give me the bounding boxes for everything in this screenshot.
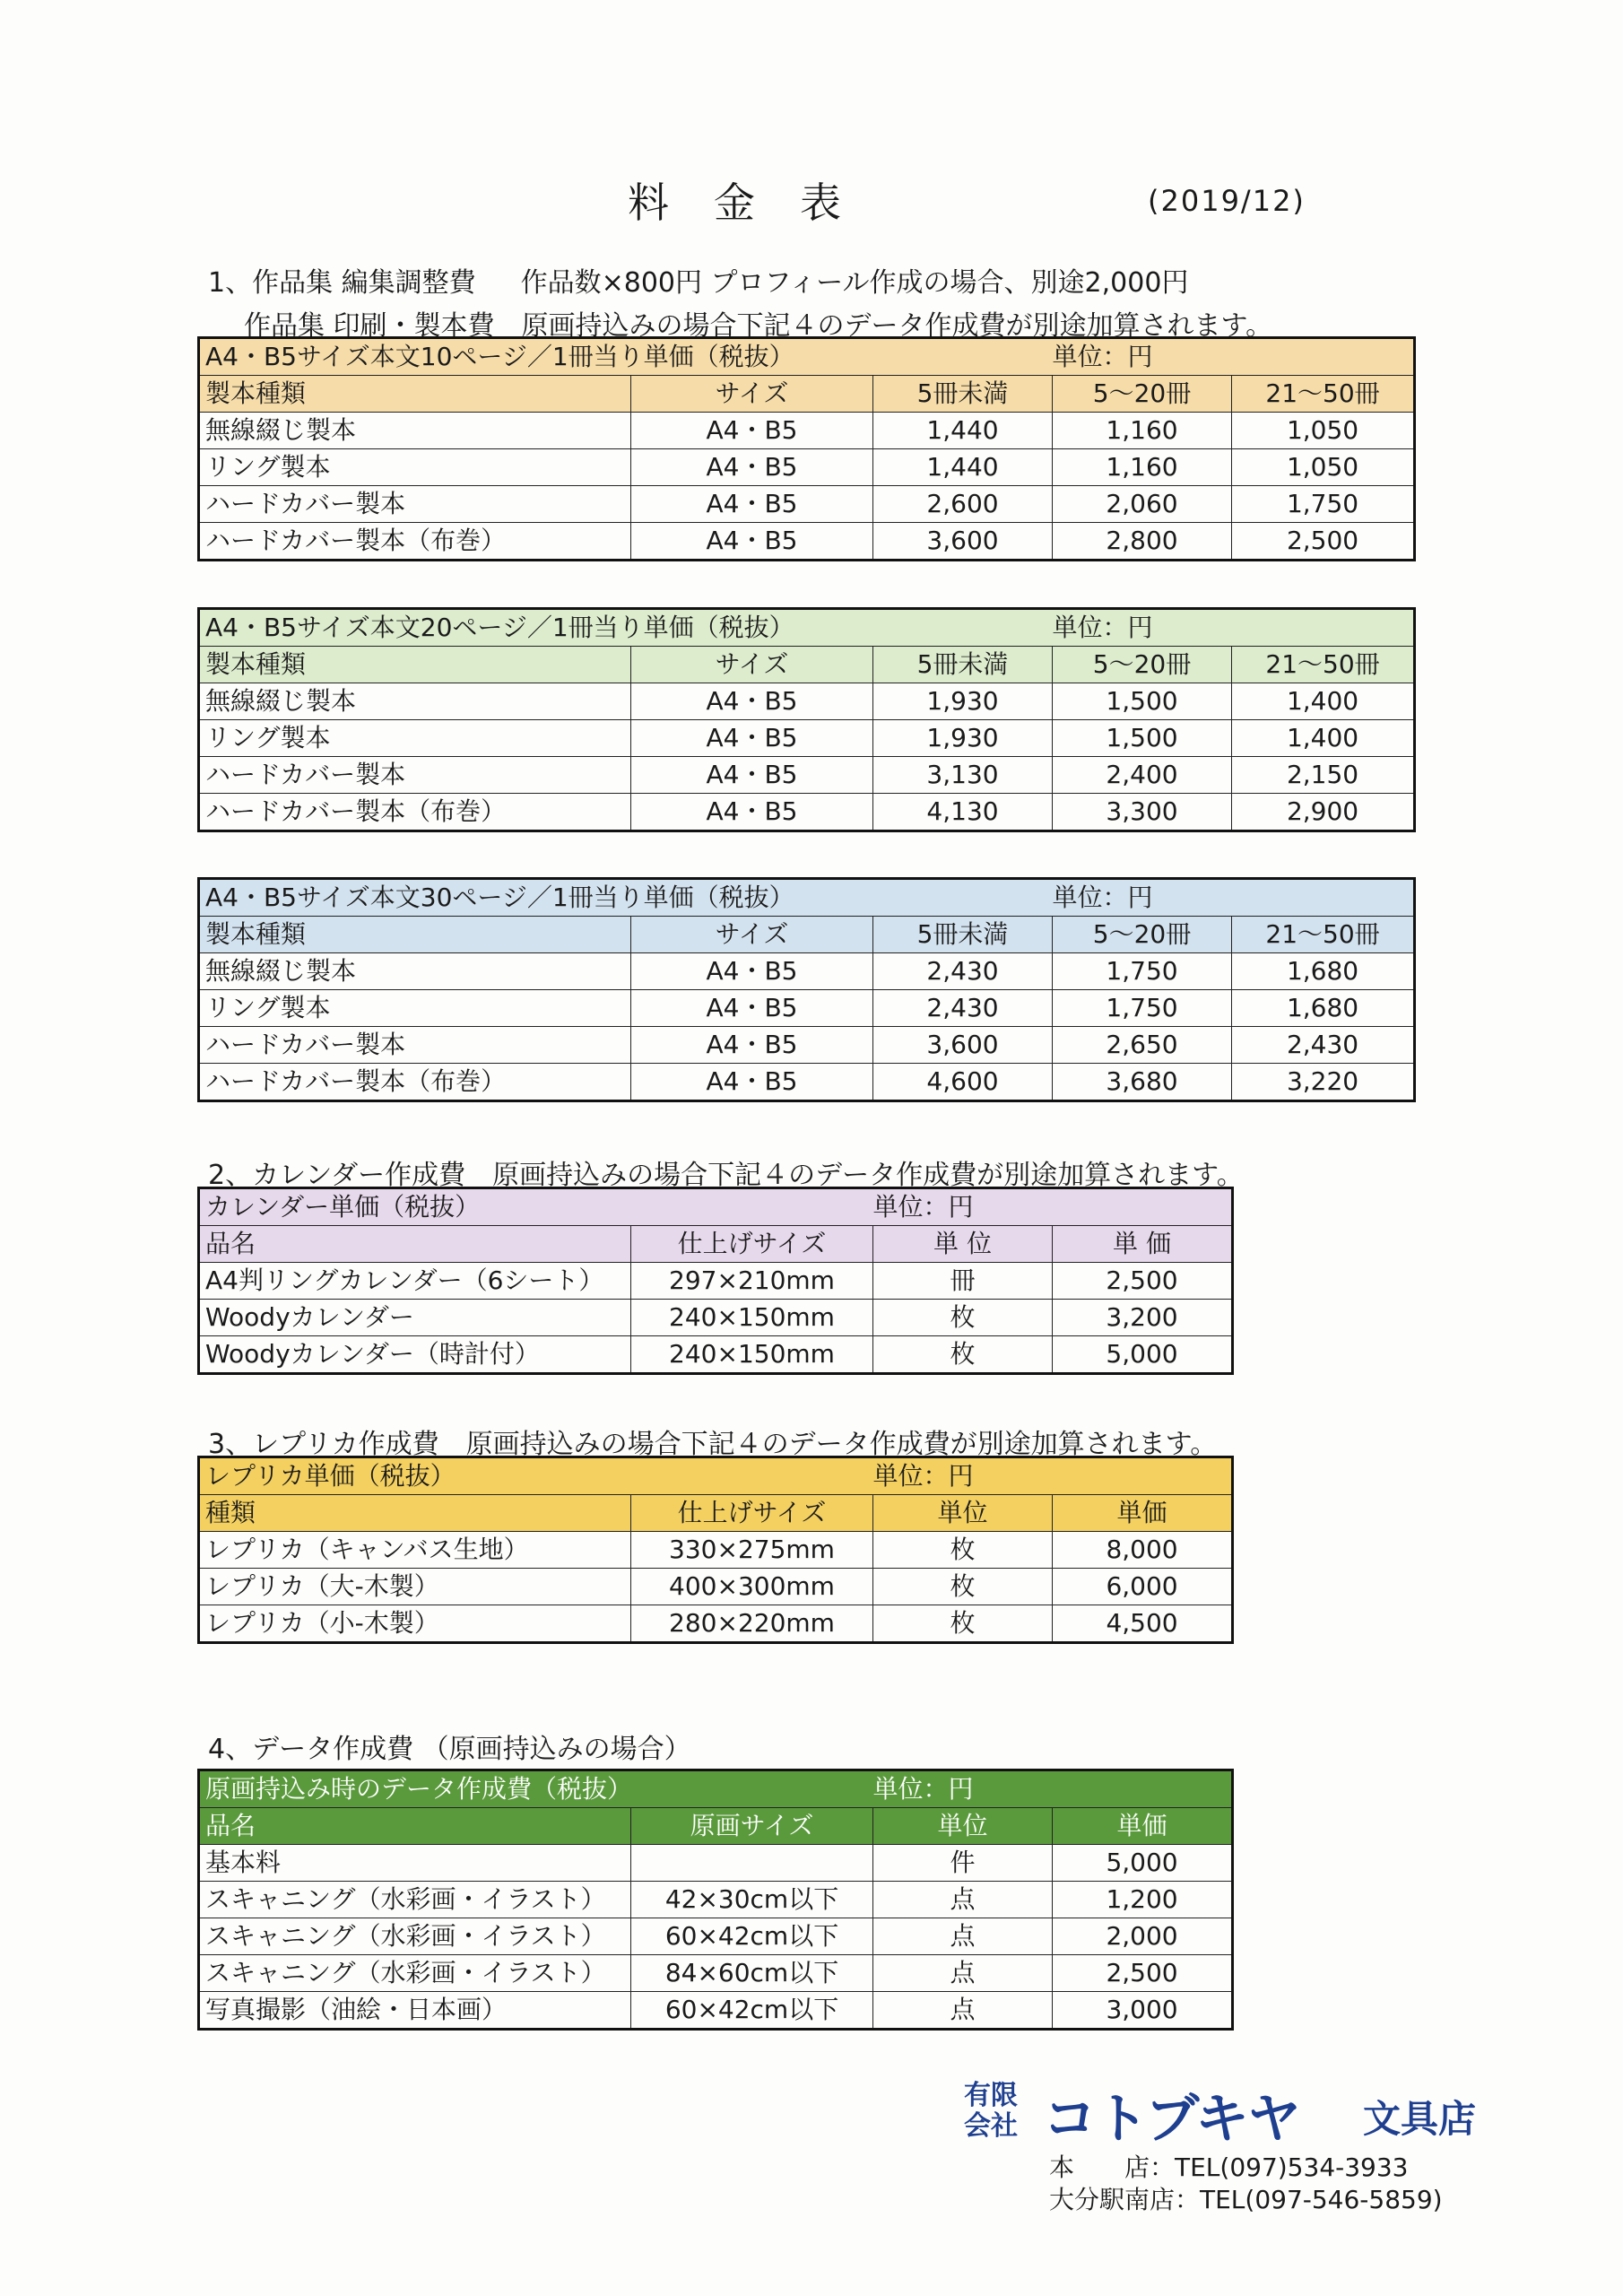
table-cell: A4・B5 <box>631 523 873 561</box>
column-header: 仕上げサイズ <box>631 1226 873 1263</box>
column-header: 5冊未満 <box>873 647 1053 683</box>
table-cell: 1,160 <box>1053 449 1232 486</box>
company-logo: コトブキヤ <box>1043 2088 1299 2151</box>
company-type: 有限会社 <box>964 2080 1018 2142</box>
table-cell: レプリカ（キャンバス生地） <box>199 1532 631 1569</box>
table-cell: A4・B5 <box>631 683 873 720</box>
table-cell: 1,930 <box>873 720 1053 757</box>
table-unit: 単位：円 <box>873 1770 1233 1808</box>
table-title: A4・B5サイズ本文20ページ／1冊当り単価（税抜） <box>199 609 1053 647</box>
table-cell: ハードカバー製本（布巻） <box>199 523 631 561</box>
column-header: 製本種類 <box>199 376 631 413</box>
data-creation-price-table <box>197 1769 1234 2031</box>
table-cell: 2,150 <box>1232 757 1415 794</box>
table-cell: 基本料 <box>199 1845 631 1882</box>
table-cell: 冊 <box>873 1263 1053 1300</box>
table-title: レプリカ単価（税抜） <box>199 1457 873 1495</box>
section2-note: 原画持込みの場合下記４のデータ作成費が別途加算されます。 <box>492 1160 1244 1191</box>
table-cell: 無線綴じ製本 <box>199 953 631 990</box>
table-row <box>199 1605 1233 1643</box>
section1-heading-line <box>208 260 1188 300</box>
table-cell: 2,500 <box>1232 523 1415 561</box>
table-cell: 2,430 <box>873 990 1053 1027</box>
column-header: 5～20冊 <box>1053 376 1232 413</box>
column-header: 5～20冊 <box>1053 647 1232 683</box>
page-title: 料金表 <box>628 178 886 227</box>
table-cell: 枚 <box>873 1336 1053 1374</box>
table-cell: 1,400 <box>1232 720 1415 757</box>
table-cell: リング製本 <box>199 720 631 757</box>
main-store-phone: 本 店：TEL(097)534-3933 <box>1049 2152 1409 2182</box>
table-cell: 330×275mm <box>631 1532 873 1569</box>
table-cell: 1,400 <box>1232 683 1415 720</box>
table-cell: 42×30cm以下 <box>631 1882 873 1918</box>
table-row <box>199 794 1415 831</box>
table-cell: 1,680 <box>1232 990 1415 1027</box>
table-cell: A4・B5 <box>631 1027 873 1064</box>
table-cell: 400×300mm <box>631 1569 873 1605</box>
table-cell: 2,000 <box>1053 1918 1233 1955</box>
table-title: A4・B5サイズ本文30ページ／1冊当り単価（税抜） <box>199 879 1053 917</box>
table-cell: 8,000 <box>1053 1532 1233 1569</box>
column-header: 5冊未満 <box>873 376 1053 413</box>
column-header: 品名 <box>199 1226 631 1263</box>
table-cell: リング製本 <box>199 990 631 1027</box>
table-row <box>199 1300 1233 1336</box>
table-cell: ハードカバー製本 <box>199 486 631 523</box>
table-row <box>199 1532 1233 1569</box>
table-cell: スキャニング（水彩画・イラスト） <box>199 1882 631 1918</box>
table-cell: 4,500 <box>1053 1605 1233 1643</box>
replica-price-table <box>197 1456 1234 1644</box>
table-cell: 無線綴じ製本 <box>199 683 631 720</box>
table-row <box>199 757 1415 794</box>
table-cell: 1,160 <box>1053 413 1232 449</box>
column-header: 仕上げサイズ <box>631 1495 873 1532</box>
table-cell: 3,300 <box>1053 794 1232 831</box>
table-row <box>199 1992 1233 2030</box>
section3-note: 原画持込みの場合下記４のデータ作成費が別途加算されます。 <box>465 1429 1218 1460</box>
table-cell: 60×42cm以下 <box>631 1918 873 1955</box>
table-cell: 2,500 <box>1053 1955 1233 1992</box>
column-header: 単位 <box>873 1495 1053 1532</box>
section4-heading-line <box>208 1726 691 1766</box>
section3-heading: 3、レプリカ作成費 <box>208 1429 439 1460</box>
column-header: 品名 <box>199 1808 631 1845</box>
table-cell: A4・B5 <box>631 757 873 794</box>
column-header: サイズ <box>631 917 873 953</box>
table-cell: ハードカバー製本（布巻） <box>199 794 631 831</box>
table-row <box>199 720 1415 757</box>
table-cell: 4,600 <box>873 1064 1053 1101</box>
table-row <box>199 1845 1233 1882</box>
station-store-phone: 大分駅南店：TEL(097-546-5859) <box>1049 2185 1443 2214</box>
table-cell: 3,200 <box>1053 1300 1233 1336</box>
table-cell: A4・B5 <box>631 953 873 990</box>
table-cell: 240×150mm <box>631 1300 873 1336</box>
table-cell: A4・B5 <box>631 486 873 523</box>
column-header: 単価 <box>1053 1808 1233 1845</box>
table-cell: 1,500 <box>1053 683 1232 720</box>
table-cell: 枚 <box>873 1300 1053 1336</box>
table-unit: 単位：円 <box>873 1188 1233 1226</box>
table-row <box>199 953 1415 990</box>
table-title: カレンダー単価（税抜） <box>199 1188 873 1226</box>
table-cell: 無線綴じ製本 <box>199 413 631 449</box>
table-cell: 点 <box>873 1918 1053 1955</box>
table-cell: 280×220mm <box>631 1605 873 1643</box>
table-cell: 3,600 <box>873 1027 1053 1064</box>
table-cell: 1,680 <box>1232 953 1415 990</box>
table-cell: 1,050 <box>1232 449 1415 486</box>
table-cell: 5,000 <box>1053 1845 1233 1882</box>
document-date: (2019/12) <box>1148 184 1306 218</box>
table-title: 原画持込み時のデータ作成費（税抜） <box>199 1770 873 1808</box>
table-cell: A4・B5 <box>631 413 873 449</box>
table-cell: A4・B5 <box>631 720 873 757</box>
column-header: 単価 <box>1053 1495 1233 1532</box>
column-header: 単 位 <box>873 1226 1053 1263</box>
table-cell: 2,500 <box>1053 1263 1233 1300</box>
table-cell: 4,130 <box>873 794 1053 831</box>
table-cell: 点 <box>873 1955 1053 1992</box>
table-cell: 297×210mm <box>631 1263 873 1300</box>
column-header: 製本種類 <box>199 917 631 953</box>
column-header: 単位 <box>873 1808 1053 1845</box>
table-cell: A4・B5 <box>631 1064 873 1101</box>
table-cell: A4・B5 <box>631 449 873 486</box>
section2-heading: 2、カレンダー作成費 <box>208 1160 466 1191</box>
table-cell: ハードカバー製本 <box>199 1027 631 1064</box>
section1-print-label: 作品集 印刷・製本費 <box>244 310 495 342</box>
table-cell: 1,750 <box>1053 953 1232 990</box>
table-cell: スキャニング（水彩画・イラスト） <box>199 1918 631 1955</box>
column-header: 単 価 <box>1053 1226 1233 1263</box>
section1-heading: 1、作品集 編集調整費 <box>208 267 476 299</box>
column-header: 原画サイズ <box>631 1808 873 1845</box>
section4-heading: 4、データ作成費 （原画持込みの場合） <box>208 1734 691 1765</box>
table-row <box>199 449 1415 486</box>
table-cell: 1,930 <box>873 683 1053 720</box>
table-row <box>199 1882 1233 1918</box>
table-row <box>199 1263 1233 1300</box>
table-cell: ハードカバー製本 <box>199 757 631 794</box>
table-unit: 単位：円 <box>1053 879 1415 917</box>
table-cell: A4・B5 <box>631 794 873 831</box>
price-table-10pages <box>197 336 1416 561</box>
table-row <box>199 523 1415 561</box>
table-cell: A4・B5 <box>631 990 873 1027</box>
table-cell: ハードカバー製本（布巻） <box>199 1064 631 1101</box>
price-table-30pages <box>197 877 1416 1102</box>
table-cell: 3,000 <box>1053 1992 1233 2030</box>
table-cell: Woodyカレンダー <box>199 1300 631 1336</box>
calendar-price-table <box>197 1187 1234 1375</box>
table-row <box>199 413 1415 449</box>
table-cell: レプリカ（小-木製） <box>199 1605 631 1643</box>
column-header: サイズ <box>631 647 873 683</box>
table-cell: 1,440 <box>873 413 1053 449</box>
table-cell: 1,200 <box>1053 1882 1233 1918</box>
table-cell: 2,400 <box>1053 757 1232 794</box>
table-cell: 点 <box>873 1992 1053 2030</box>
table-row <box>199 1336 1233 1374</box>
table-cell: 84×60cm以下 <box>631 1955 873 1992</box>
table-cell: A4判リングカレンダー（6シート） <box>199 1263 631 1300</box>
table-cell <box>631 1845 873 1882</box>
column-header: 5～20冊 <box>1053 917 1232 953</box>
table-cell: 3,680 <box>1053 1064 1232 1101</box>
table-cell: 3,220 <box>1232 1064 1415 1101</box>
column-header: 製本種類 <box>199 647 631 683</box>
table-row <box>199 1569 1233 1605</box>
table-cell: 240×150mm <box>631 1336 873 1374</box>
table-unit: 単位：円 <box>1053 609 1415 647</box>
table-row <box>199 990 1415 1027</box>
table-cell: スキャニング（水彩画・イラスト） <box>199 1955 631 1992</box>
table-title: A4・B5サイズ本文10ページ／1冊当り単価（税抜） <box>199 338 1053 376</box>
table-row <box>199 1955 1233 1992</box>
table-cell: 2,800 <box>1053 523 1232 561</box>
table-cell: 2,430 <box>1232 1027 1415 1064</box>
table-cell: 3,600 <box>873 523 1053 561</box>
table-cell: 5,000 <box>1053 1336 1233 1374</box>
column-header: 21～50冊 <box>1232 917 1415 953</box>
table-cell: 2,430 <box>873 953 1053 990</box>
price-table-20pages <box>197 607 1416 832</box>
shop-name: 文具店 <box>1363 2097 1477 2141</box>
table-cell: 枚 <box>873 1532 1053 1569</box>
table-cell: 1,750 <box>1232 486 1415 523</box>
table-cell: 枚 <box>873 1569 1053 1605</box>
table-cell: 枚 <box>873 1605 1053 1643</box>
table-cell: 1,440 <box>873 449 1053 486</box>
table-row <box>199 486 1415 523</box>
table-cell: 件 <box>873 1845 1053 1882</box>
table-cell: 2,650 <box>1053 1027 1232 1064</box>
table-cell: 2,060 <box>1053 486 1232 523</box>
column-header: サイズ <box>631 376 873 413</box>
table-cell: 60×42cm以下 <box>631 1992 873 2030</box>
table-cell: 写真撮影（油絵・日本画） <box>199 1992 631 2030</box>
table-cell: リング製本 <box>199 449 631 486</box>
table-cell: 3,130 <box>873 757 1053 794</box>
section1-heading-note: 作品数×800円 プロフィール作成の場合、別途2,000円 <box>520 267 1189 299</box>
column-header: 21～50冊 <box>1232 376 1415 413</box>
table-row <box>199 1027 1415 1064</box>
table-row <box>199 1918 1233 1955</box>
table-cell: 1,050 <box>1232 413 1415 449</box>
table-cell: Woodyカレンダー（時計付） <box>199 1336 631 1374</box>
column-header: 21～50冊 <box>1232 647 1415 683</box>
table-cell: 6,000 <box>1053 1569 1233 1605</box>
table-cell: 点 <box>873 1882 1053 1918</box>
table-cell: 1,750 <box>1053 990 1232 1027</box>
section1-print-note: 原画持込みの場合下記４のデータ作成費が別途加算されます。 <box>521 310 1273 342</box>
table-unit: 単位：円 <box>1053 338 1415 376</box>
company-footer <box>964 2076 1520 2214</box>
table-cell: 1,500 <box>1053 720 1232 757</box>
column-header: 5冊未満 <box>873 917 1053 953</box>
table-row <box>199 1064 1415 1101</box>
table-row <box>199 683 1415 720</box>
column-header: 種類 <box>199 1495 631 1532</box>
table-cell: 2,900 <box>1232 794 1415 831</box>
table-cell: 2,600 <box>873 486 1053 523</box>
table-cell: レプリカ（大-木製） <box>199 1569 631 1605</box>
table-unit: 単位：円 <box>873 1457 1233 1495</box>
